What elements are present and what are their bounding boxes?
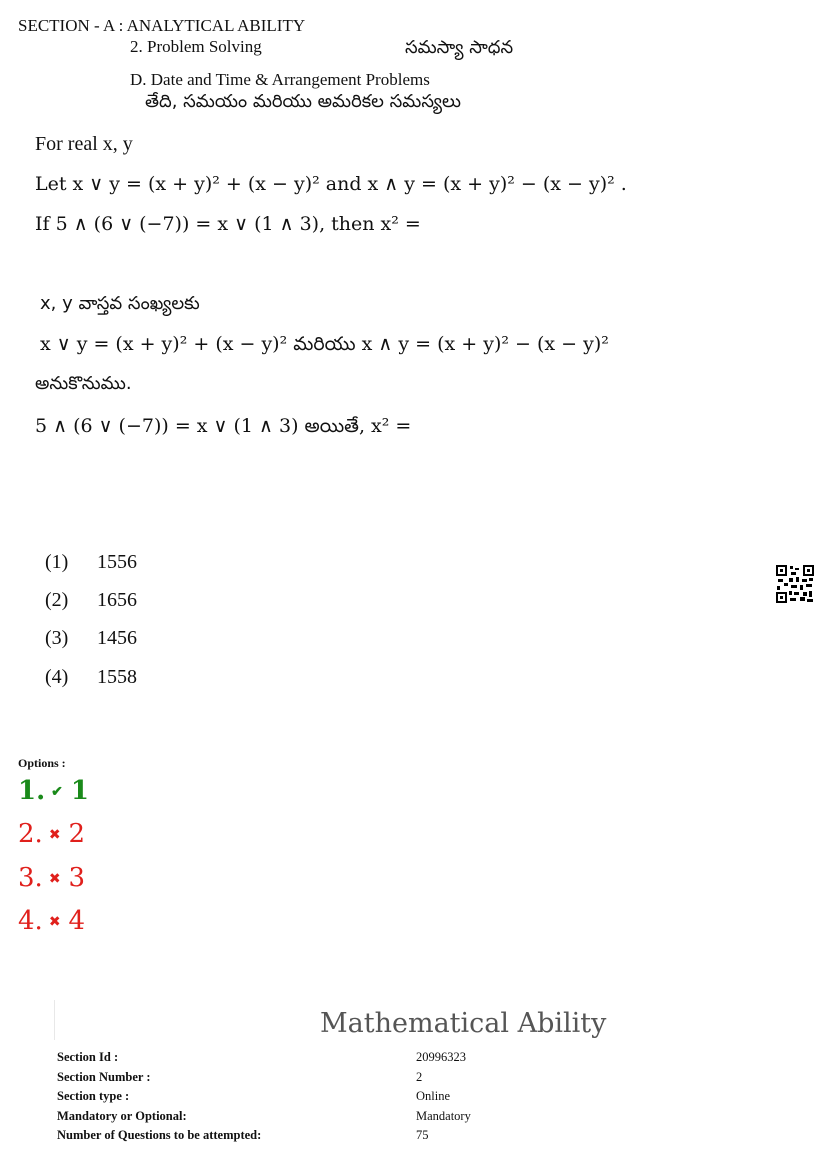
option-1 bbox=[18, 776, 89, 806]
category-te: తేది, సమయం మరియు అమరికల సమస్యలు bbox=[145, 91, 461, 112]
section-number-label: Section Number : bbox=[57, 1070, 151, 1084]
option-4 bbox=[18, 906, 85, 936]
option-value: 2 bbox=[68, 819, 86, 849]
option-prefix: 1. bbox=[18, 776, 46, 806]
section-type-label: Section type : bbox=[57, 1089, 130, 1103]
choice-value: 1456 bbox=[97, 627, 137, 649]
option-prefix: 3. bbox=[18, 863, 43, 893]
option-prefix: 2. bbox=[18, 819, 43, 849]
choice-number: (2) bbox=[45, 589, 69, 611]
choice-number: (4) bbox=[45, 666, 69, 688]
question-te-line-1: x, y వాస్తవ సంఖ్యలకు bbox=[40, 293, 200, 314]
choice-value: 1558 bbox=[97, 666, 137, 688]
option-prefix: 4. bbox=[18, 906, 43, 936]
qr-code-icon bbox=[776, 565, 814, 603]
mandatory-value: Mandatory bbox=[416, 1109, 471, 1123]
question-te-line-3: అనుకొనుము. bbox=[35, 373, 132, 394]
choice-number: (3) bbox=[45, 627, 69, 649]
mandatory-label: Mandatory or Optional: bbox=[57, 1109, 187, 1123]
divider bbox=[54, 1000, 55, 1040]
section-heading: Mathematical Ability bbox=[320, 1008, 607, 1039]
sub-topic-te: సమస్యా సాధన bbox=[405, 37, 514, 58]
section-number-value: 2 bbox=[416, 1070, 423, 1084]
question-te-line-2: x ∨ y = (x + y)² + (x − y)² మరియు x ∧ y = (x + y)² − (x − y)² bbox=[40, 333, 609, 355]
question-en-line-2: Let x ∨ y = (x + y)² + (x − y)² and x ∧ y = (x + y)² − (x − y)² . bbox=[35, 173, 627, 195]
choice-value: 1556 bbox=[97, 551, 137, 573]
cross-icon: ✖ bbox=[48, 827, 61, 843]
option-2 bbox=[18, 819, 85, 849]
cross-icon: ✖ bbox=[48, 871, 61, 887]
choice-value: 1656 bbox=[97, 589, 137, 611]
question-en-line-1: For real x, y bbox=[35, 133, 133, 155]
option-3 bbox=[18, 863, 85, 893]
check-icon: ✔ bbox=[51, 784, 63, 800]
option-value: 3 bbox=[68, 863, 86, 893]
questions-to-attempt-label: Number of Questions to be attempted: bbox=[57, 1128, 262, 1142]
section-id-label: Section Id : bbox=[57, 1050, 119, 1064]
questions-to-attempt-value: 75 bbox=[416, 1128, 429, 1142]
option-value: 4 bbox=[68, 906, 86, 936]
category-en: D. Date and Time & Arrangement Problems bbox=[130, 70, 430, 89]
question-te-line-4: 5 ∧ (6 ∨ (−7)) = x ∨ (1 ∧ 3) అయితే, x² = bbox=[35, 415, 412, 437]
choice-2 bbox=[45, 589, 137, 612]
section-title: SECTION - A : ANALYTICAL ABILITY bbox=[18, 16, 306, 35]
choice-3 bbox=[45, 627, 137, 650]
section-id-value: 20996323 bbox=[416, 1050, 466, 1064]
question-en-line-3: If 5 ∧ (6 ∨ (−7)) = x ∨ (1 ∧ 3), then x² = bbox=[35, 213, 421, 235]
choice-1 bbox=[45, 551, 137, 574]
sub-topic-en: 2. Problem Solving bbox=[130, 37, 262, 56]
section-type-value: Online bbox=[416, 1089, 451, 1103]
cross-icon: ✖ bbox=[48, 914, 61, 930]
choice-4 bbox=[45, 666, 137, 689]
options-label: Options : bbox=[18, 756, 66, 770]
option-value: 1 bbox=[70, 776, 89, 806]
choice-number: (1) bbox=[45, 551, 69, 573]
